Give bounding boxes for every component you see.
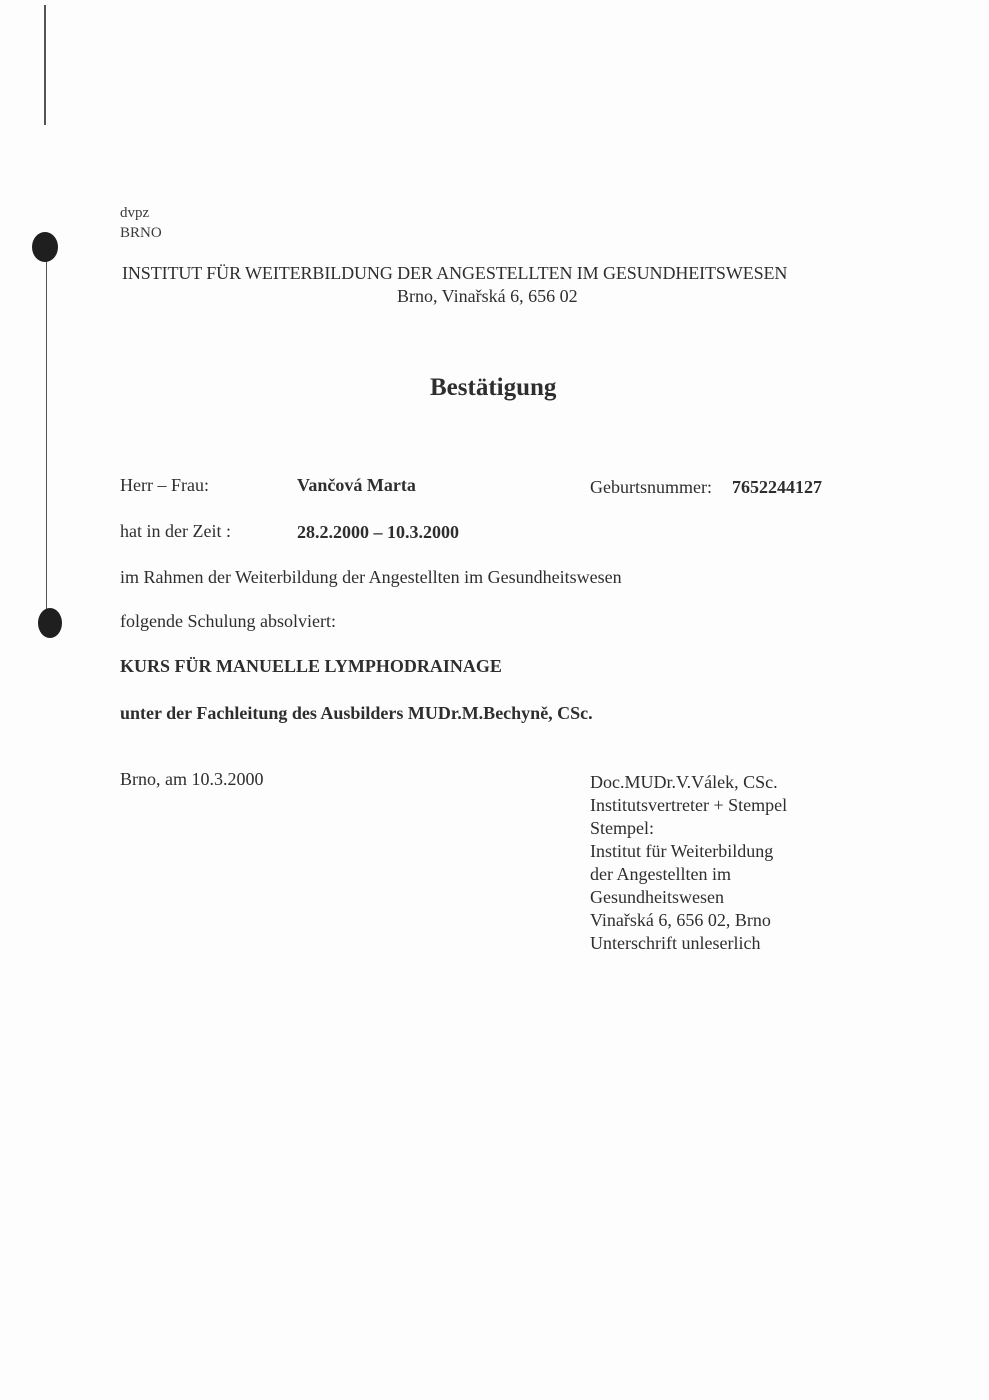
signature-block: [590, 771, 787, 955]
signature-line-8: Unterschrift unleserlich: [590, 933, 761, 953]
signature-line-5: der Angestellten im: [590, 864, 731, 884]
body-line-1: im Rahmen der Weiterbildung der Angestellten im Gesundheitswesen: [120, 567, 622, 587]
institute-name: INSTITUT FÜR WEITERBILDUNG DER ANGESTELLTEN IM GESUNDHEITSWESEN: [122, 263, 788, 283]
punch-hole-bottom: [38, 608, 62, 638]
signature-line-6: Gesundheitswesen: [590, 887, 724, 907]
signature-line-3: Stempel:: [590, 818, 654, 838]
org-short-line2: BRNO: [120, 225, 162, 241]
signature-line-7: Vinařská 6, 656 02, Brno: [590, 910, 771, 930]
place-date: Brno, am 10.3.2000: [120, 769, 264, 789]
signature-line-4: Institut für Weiterbildung: [590, 841, 774, 861]
scan-edge-line-lower: [46, 255, 47, 615]
birth-number-label: Geburtsnummer:: [590, 477, 712, 497]
scan-edge-line: [44, 5, 46, 125]
institute-address: Brno, Vinařská 6, 656 02: [397, 286, 578, 306]
signature-line-2: Institutsvertreter + Stempel: [590, 795, 788, 815]
course-title: KURS FÜR MANUELLE LYMPHODRAINAGE: [120, 656, 502, 676]
person-name: Vančová Marta: [297, 475, 416, 495]
supervision-line: unter der Fachleitung des Ausbilders MUDr.M.Bechyně, CSc.: [120, 703, 593, 723]
period-value: 28.2.2000 – 10.3.2000: [297, 522, 459, 542]
salutation-label: Herr – Frau:: [120, 475, 209, 495]
birth-number: 7652244127: [732, 477, 822, 497]
org-short-line1: dvpz: [120, 205, 150, 221]
period-label: hat in der Zeit :: [120, 521, 231, 541]
punch-hole-top: [32, 232, 58, 262]
signature-line-1: Doc.MUDr.V.Válek, CSc.: [590, 772, 778, 792]
page-title: Bestätigung: [430, 374, 557, 401]
body-line-2: folgende Schulung absolviert:: [120, 611, 336, 631]
